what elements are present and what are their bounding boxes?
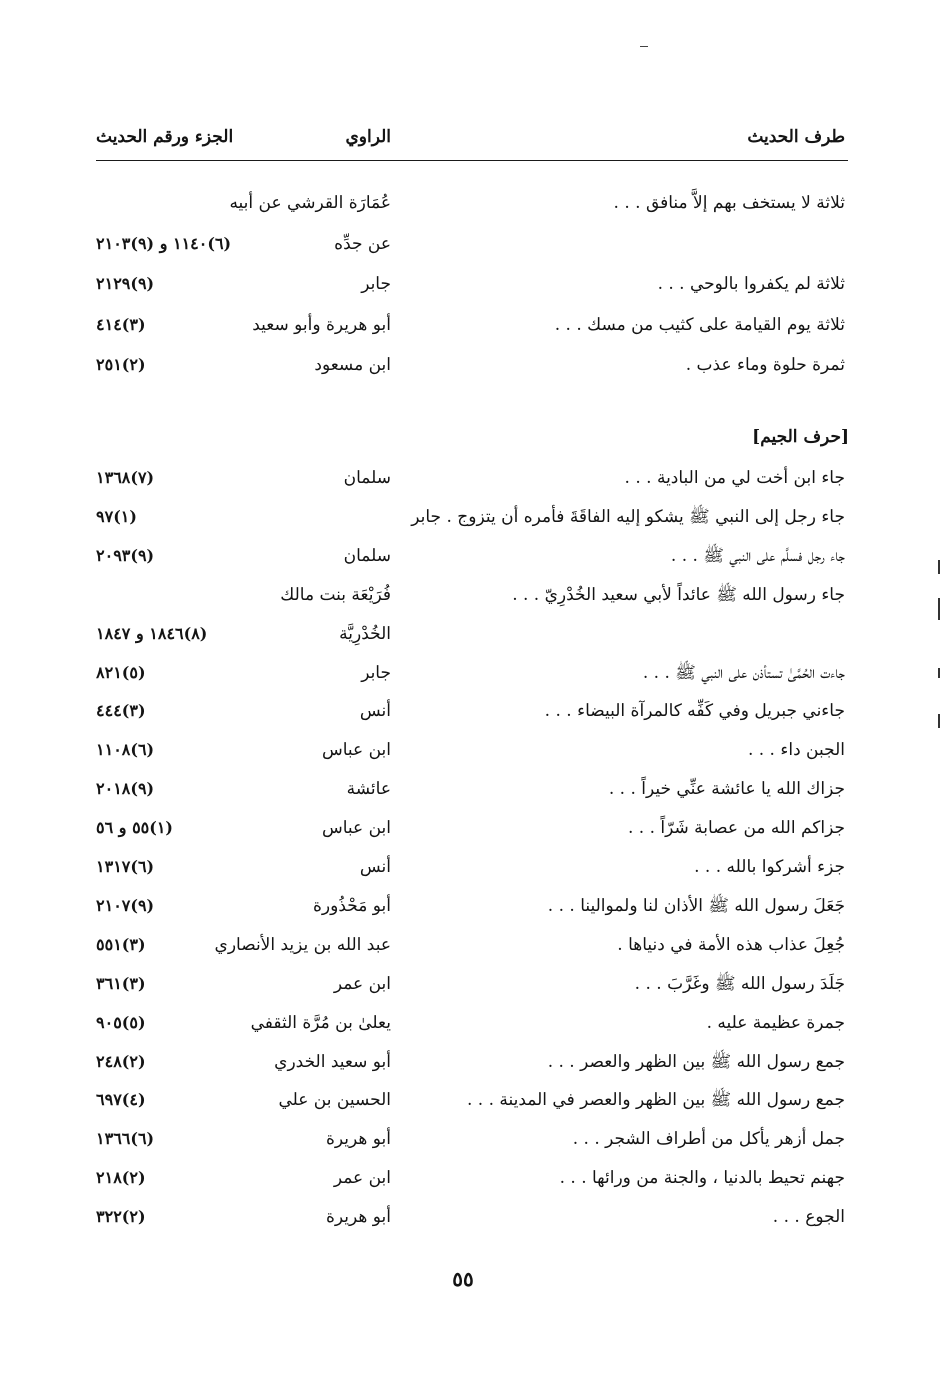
margin-mark [938,560,940,574]
hadith-text: جاء ابن أخت لي من البادية . . . [624,468,845,488]
index-entry-row [0,733,946,767]
volume-hadith-number: (٥)٩٠٥ [96,1012,146,1032]
narrator-name: أنس [359,701,391,722]
volume-hadith-number: (٦)١١٠٨ [96,740,155,760]
volume-hadith-number: (١)٥٥ و ٥٦ [96,818,173,838]
narrator-name: جابر [361,274,391,294]
hadith-text: جزاكم الله من عصابة شَرّاً . . . [627,818,845,839]
volume-hadith-number: (٦)١٣٦٦ [96,1129,155,1149]
volume-hadith-number: (٢)٢١٨ [96,1168,146,1188]
volume-hadith-number: (٦)١٣١٧ [96,857,155,876]
index-entry-row [0,889,946,923]
hadith-text: جزاك الله يا عائشة عنِّي خيراً . . . [608,779,845,800]
volume-hadith-number: (٣)٣٦١ [96,973,146,993]
volume-hadith-number: (٥)٨٢١ [96,662,146,682]
narrator-name: عبد الله بن يزيد الأنصاري [214,934,391,955]
index-entry-row [0,967,946,1001]
hadith-text [390,227,845,261]
page-number: ٥٥ [452,1267,474,1291]
hadith-text: جمع رسول الله ﷺ بين الظهر والعصر في المدينة . . . [466,1090,845,1111]
hadith-text: ثلاثة يوم القيامة على كثيب من مسك . . . [554,314,845,335]
header-divider [96,160,848,161]
volume-hadith-number: (١)٩٧ [96,506,137,526]
index-entry-row [0,1083,946,1117]
index-entry-row [0,811,946,845]
column-header-row [0,120,946,154]
narrator-name: أبو هريرة وأبو سعيد [252,314,391,335]
narrator-name: ابن عمر [333,973,391,994]
hadith-text: الجبن داء . . . [747,740,845,761]
volume-hadith-number: (٩)٢١٠٧ [96,895,155,915]
narrator-name: الحسين بن علي [278,1090,391,1111]
index-entry-row [0,461,946,495]
reference-column-header: الجزء ورقم الحديث [96,127,234,147]
margin-mark [938,668,940,678]
index-entry-row [0,186,946,220]
index-entry-row [0,617,946,651]
rawi-column-header: الراوي [345,127,391,147]
index-entry-row [0,1161,946,1195]
margin-mark [938,598,940,620]
index-entry-row [0,308,946,342]
narrator-name: ابن عباس [321,818,391,839]
margin-mark [938,714,940,728]
index-entry-row [0,267,946,301]
narrator-name: عائشة [346,779,391,800]
volume-hadith-number: (٣)٤١٤ [96,314,146,334]
volume-hadith-number: (٦)١١٤٠ و (٩)٢١٠٣ [96,233,232,253]
hadith-text: جمل أزهر يأكل من أطراف الشجر . . . [572,1129,845,1150]
index-entry-row [0,348,946,382]
narrator-name: أنس [359,857,391,877]
index-entry-row [0,539,946,573]
hadith-text: جمع رسول الله ﷺ بين الظهر والعصر . . . [547,1051,845,1072]
volume-hadith-number: (٩)٢١٢٩ [96,274,155,293]
hadith-text: جاء رسول الله ﷺ عائداً لأبي سعيد الخُدْرِيّ . . . [512,584,845,605]
volume-hadith-number: (٣)٤٤٤ [96,701,146,721]
hadith-column-header: طرف الحديث [747,127,845,147]
volume-hadith-number: (٢)٣٢٢ [96,1207,146,1227]
hadith-text: ثمرة حلوة وماء عذب . [685,355,845,375]
narrator-name: أبو مَحْذُورة [313,895,391,916]
hadith-text: جهنم تحيط بالدنيا ، والجنة من ورائها . . . [559,1168,845,1189]
hadith-text: الجوع . . . [772,1207,845,1228]
narrator-name: جابر [361,662,391,683]
volume-hadith-number: (٣)٥٥١ [96,934,146,954]
hadith-text: جمرة عظيمة عليه . [706,1012,845,1033]
index-entry-row [0,500,946,534]
volume-hadith-number [96,186,256,220]
narrator-name: سلمان [343,545,391,566]
index-entry-row [0,656,946,690]
index-entry-row [0,928,946,962]
narrator-name: يعلىٰ بن مُرَّة الثقفي [250,1012,391,1033]
narrator-name: أبو هريرة [325,1129,391,1150]
section-title-jim: [حرف الجيم] [752,427,849,447]
print-mark [640,46,648,47]
hadith-text: جاءت الحُمَّىٰ تستأذن على النبي ﷺ . . . [642,662,845,683]
volume-hadith-number: (٩)٢٠١٨ [96,779,155,799]
index-entry-row [0,1200,946,1234]
hadith-text: جُعِلَ عذاب هذه الأمة في دنياها . [617,934,845,955]
volume-hadith-number: (٢)٢٤٨ [96,1051,146,1071]
volume-hadith-number: (٤)٦٩٧ [96,1090,146,1110]
index-entry-row [0,1122,946,1156]
index-entry-row [0,850,946,884]
hadith-text: جاء رجل إلى النبي ﷺ يشكو إليه الفاقَةَ فأمره أن يتزوج . جابر [411,506,845,527]
narrator-name: أبو هريرة [325,1207,391,1228]
index-entry-row [0,578,946,612]
hadith-text: جاء رجل فسلَّم على النبي ﷺ . . . [670,545,845,566]
volume-hadith-number: (٩)٢٠٩٣ [96,545,155,565]
hadith-text: جَعَلَ رسول الله ﷺ الأذان لنا ولموالينا . . . [547,895,845,916]
narrator-name: ابن عباس [321,740,391,761]
index-entry-row [0,694,946,728]
narrator-name: ابن مسعود [314,355,391,375]
index-entry-row [0,1045,946,1079]
narrator-name: عن جدِّه [334,233,391,254]
volume-hadith-number [96,578,256,612]
narrator-name: سلمان [343,468,391,488]
narrator-name: فُرَيْعَة بنت مالك [280,584,391,605]
narrator-name: الخُدْرِيَّة [339,623,391,644]
hadith-text: ثلاثة لم يكفروا بالوحي . . . [657,274,845,294]
hadith-text: ثلاثة لا يستخف بهم إلاَّ منافق . . . [613,193,845,213]
hadith-text: جَلَدَ رسول الله ﷺ وغَرَّبَ . . . [634,973,845,994]
index-entry-row [0,772,946,806]
hadith-text: جاءني جبريل وفي كَفِّه كالمرآة البيضاء . . . [544,701,845,722]
narrator-name: ابن عمر [333,1168,391,1189]
narrator-name: عُمَارَة القرشي عن أبيه [229,193,391,213]
volume-hadith-number: (٢)٢٥١ [96,355,146,374]
index-entry-row [0,227,946,261]
volume-hadith-number: (٧)١٣٦٨ [96,468,155,487]
hadith-text [390,617,845,651]
hadith-text: جزء أشركوا بالله . . . [694,857,845,877]
volume-hadith-number: (٨)١٨٤٦ و ١٨٤٧ [96,623,208,643]
narrator-name: أبو سعيد الخدري [274,1051,391,1072]
index-entry-row [0,1006,946,1040]
